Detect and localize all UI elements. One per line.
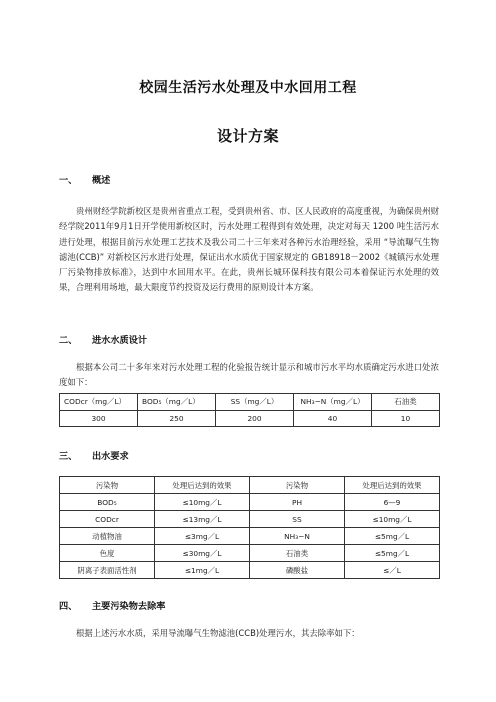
- outlet-requirements-table: [59, 476, 440, 579]
- table-row: [60, 410, 440, 427]
- table-cell: SS: [250, 511, 345, 528]
- table-row: [60, 511, 440, 528]
- table-header-cell: 处理后达到的效果: [345, 477, 440, 494]
- table-header-cell: 污染物: [250, 477, 345, 494]
- table-header-cell: 污染物: [60, 477, 155, 494]
- table-cell: ≤5mg／L: [345, 545, 440, 562]
- table-cell: CODcr: [60, 511, 155, 528]
- table-cell: 阴离子表面活性剂: [60, 562, 155, 579]
- table-cell: BOD₅: [60, 494, 155, 511]
- removal-rate-paragraph: 根据上述污水水质，采用导流曝气生物滤池(CCB)处理污水，其去除率如下：: [76, 628, 360, 638]
- section-heading-outlet-requirements: [59, 448, 129, 462]
- section-heading-inlet-quality: [59, 332, 147, 346]
- table-header-row: [60, 394, 440, 411]
- section-title: 进水水质设计: [92, 335, 148, 346]
- document-subtitle: 设计方案: [216, 127, 279, 145]
- table-header-cell: BOD₅（mg／L）: [138, 394, 216, 411]
- section-heading-removal-rate: [59, 598, 166, 612]
- table-cell: ≤1mg／L: [155, 562, 250, 579]
- table-cell: ≤10mg／L: [155, 494, 250, 511]
- section-heading-overview: [59, 172, 110, 186]
- table-cell: 6—9: [345, 494, 440, 511]
- table-cell: 200: [216, 410, 294, 427]
- table-cell: ≤5mg／L: [345, 528, 440, 545]
- table-cell: PH: [250, 494, 345, 511]
- section-number: 四、: [59, 601, 78, 612]
- section-title: 主要污染物去除率: [92, 601, 166, 612]
- table-header-cell: NH₃−N（mg／L）: [294, 394, 372, 411]
- table-row: [60, 562, 440, 579]
- table-cell: 动植物油: [60, 528, 155, 545]
- table-cell: ≤／L: [345, 562, 440, 579]
- table-header-cell: 处理后达到的效果: [155, 477, 250, 494]
- table-header-cell: SS（mg／L）: [216, 394, 294, 411]
- table-row: [60, 545, 440, 562]
- table-header-cell: 石油类: [372, 394, 440, 411]
- table-cell: ≤10mg／L: [345, 511, 440, 528]
- section-title: 出水要求: [92, 451, 129, 462]
- table-cell: 40: [294, 410, 372, 427]
- table-cell: ≤13mg／L: [155, 511, 250, 528]
- inlet-quality-paragraph: 根据本公司二十多年来对污水处理工程的化验报告统计显示和城市污水平均水质确定污水进口处浓度如下：: [59, 362, 439, 388]
- document-title: 校园生活污水处理及中水回用工程: [139, 80, 357, 96]
- section-title: 概述: [92, 175, 111, 186]
- table-header-row: [60, 477, 440, 494]
- table-cell: ≤30mg／L: [155, 545, 250, 562]
- section-number: 二、: [59, 335, 78, 346]
- table-cell: 10: [372, 410, 440, 427]
- table-cell: 250: [138, 410, 216, 427]
- table-header-cell: CODcr（mg／L）: [60, 394, 138, 411]
- section-number: 三、: [59, 451, 78, 462]
- table-cell: 磷酸盐: [250, 562, 345, 579]
- table-row: [60, 494, 440, 511]
- section-number: 一、: [59, 175, 78, 186]
- table-cell: 色度: [60, 545, 155, 562]
- table-cell: ≤3mg／L: [155, 528, 250, 545]
- overview-paragraph: 贵州财经学院新校区是贵州省重点工程，受到贵州省、市、区人民政府的高度重视，为确保贵州财经学院2011年9月1日开学使用新校区时，污水处理工程得到有效处理，决定对每天 1200 吨生活污水进行处理，根据目前污水处理工艺技术及我公司二十三年来对各种污水治理经验，采用 “导流曝气生物滤池(CCB)” 对新校区污水进行处理，保证出水水质优于国家规定的 GB18918－2002《城镇污水处理厂污染物排放标准》，达到中水回用水平。在此，贵州长城环保科技有限公司本着保证污水处理的效果，合理利用场地，最大限度节约投资及运行费用的原则设计本方案。: [59, 206, 439, 293]
- inlet-quality-table: [59, 393, 440, 427]
- table-cell: NH₃−N: [250, 528, 345, 545]
- table-cell: 石油类: [250, 545, 345, 562]
- table-row: [60, 528, 440, 545]
- table-cell: 300: [60, 410, 138, 427]
